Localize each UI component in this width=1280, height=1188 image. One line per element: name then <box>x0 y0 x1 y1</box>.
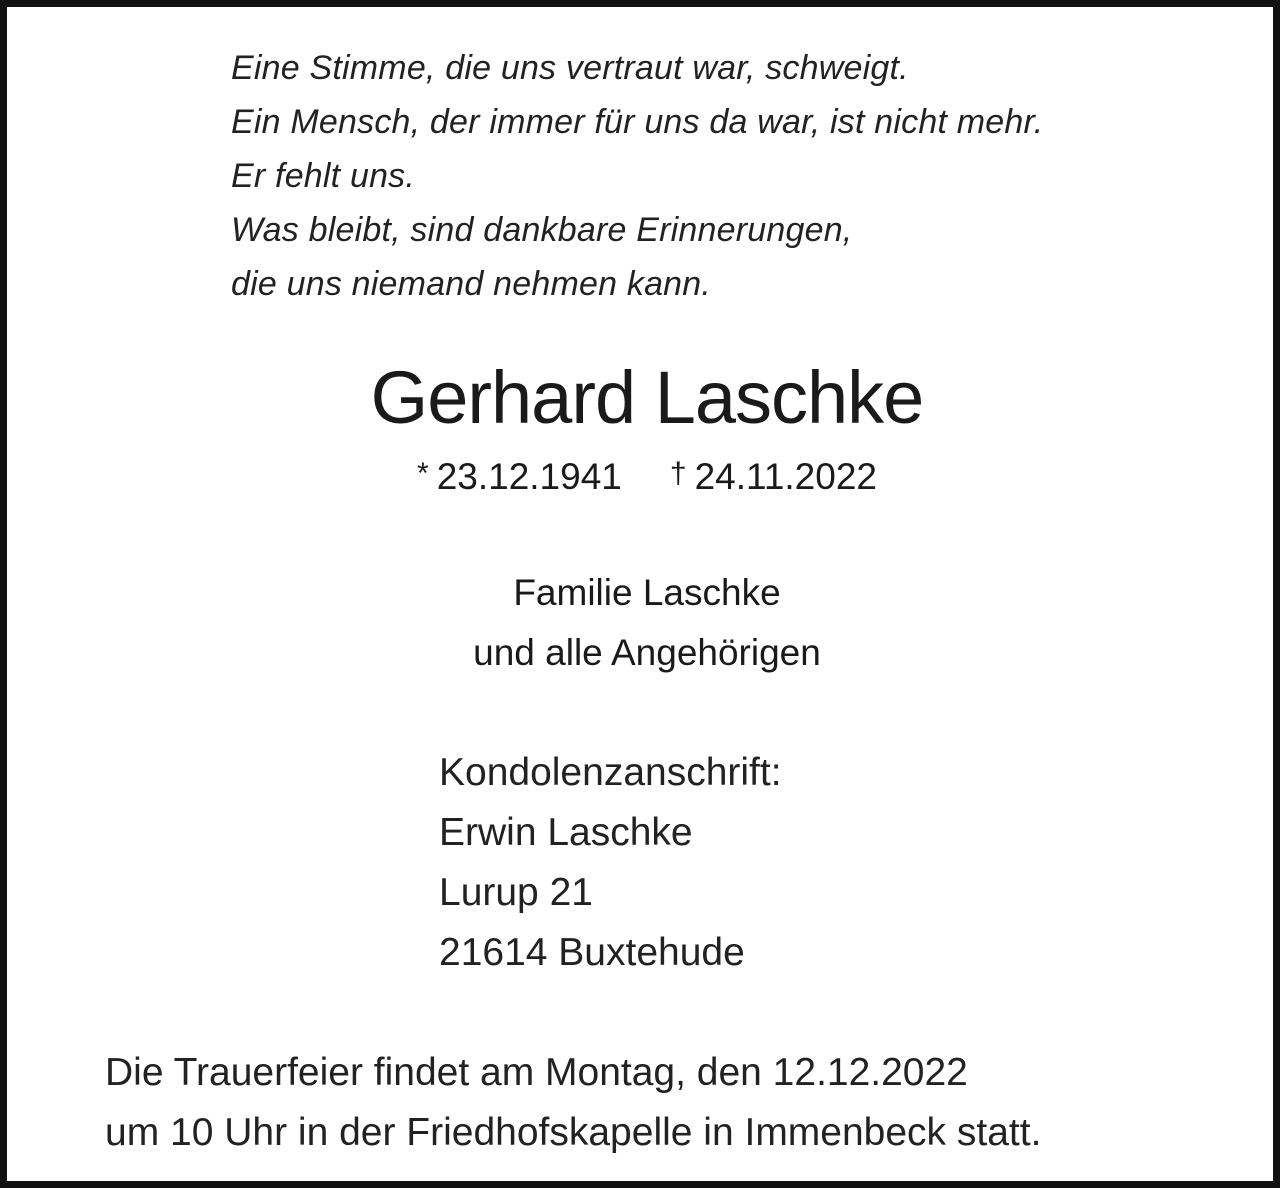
birth-date: 23.12.1941 <box>436 456 622 497</box>
poem-line: Er fehlt uns. <box>231 157 416 195</box>
address-label: Kondolenzanschrift: <box>439 751 782 794</box>
poem-line: Was bleibt, sind dankbare Erinnerungen, <box>231 211 853 249</box>
death-symbol: † <box>669 457 687 490</box>
condolence-address <box>439 743 782 983</box>
address-street: Lurup 21 <box>439 871 593 914</box>
mourners-line: Familie Laschke <box>513 572 781 613</box>
poem-line: die uns niemand nehmen kann. <box>231 265 712 303</box>
mourners <box>7 563 1280 683</box>
life-dates <box>7 449 1280 502</box>
birth-symbol: * <box>417 457 429 490</box>
poem <box>231 41 1043 311</box>
address-city: 21614 Buxtehude <box>439 931 745 974</box>
ceremony-line: Die Trauerfeier findet am Montag, den 12.12.2022 <box>105 1051 968 1094</box>
deceased-name: Gerhard Laschke <box>370 356 924 439</box>
address-name: Erwin Laschke <box>439 811 693 854</box>
poem-line: Eine Stimme, die uns vertraut war, schweigt. <box>231 49 909 87</box>
mourners-line: und alle Angehörigen <box>473 632 821 673</box>
ceremony-line: um 10 Uhr in der Friedhofskapelle in Immenbeck statt. <box>105 1111 1042 1154</box>
ceremony-notice <box>105 1043 1041 1163</box>
poem-line: Ein Mensch, der immer für uns da war, ist nicht mehr. <box>231 103 1044 141</box>
death-date: 24.11.2022 <box>694 456 877 497</box>
